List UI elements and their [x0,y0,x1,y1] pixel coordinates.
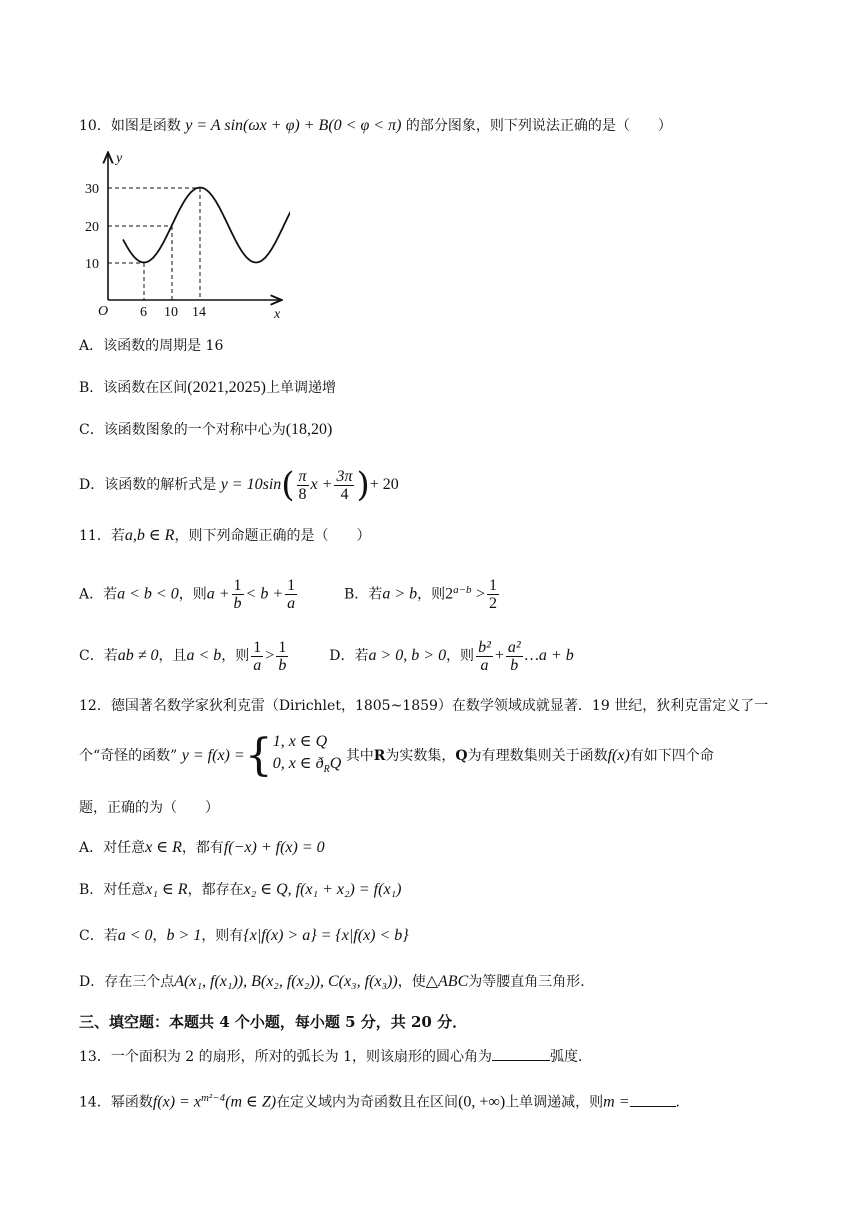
x-tick-6: 6 [140,305,147,320]
q13: 13．一个面积为 2 的扇形，所对的弧长为 1，则该扇形的圆心角为 弧度． [79,1046,592,1067]
q11-stem: 11．若a,b ∈ R，则下列命题正确的是（ ） [79,527,371,544]
q10-option-a: A．该函数的周期是 16 [79,338,224,354]
y-tick-30: 30 [85,182,99,197]
x-tick-14: 14 [192,305,206,320]
guide-lines [108,188,200,300]
q10-option-d: D．该函数的解析式是 y = 10sin( $\frac{\pi}{8}$ x + $\frac{3\pi}{4}$ )+ 20 [79,465,399,505]
q10-option-c: C．该函数图象的一个对称中心为(18,20) [79,421,333,438]
section-3-title: 三、填空题：本题共 4 个小题，每小题 5 分，共 20 分． [79,1013,468,1031]
q12-line3: 题，正确的为（ ） [79,800,219,816]
q12-option-a: A．对任意x ∈ R，都有f(−x) + f(x) = 0 [79,839,325,856]
y-tick-20: 20 [85,220,99,235]
q12-option-c: C．若a < 0，b > 1，则有{x|f(x) > a} = {x|f(x) < b} [79,927,409,944]
q10-stem: 10．如图是函数 y = A sin(ωx + φ) + B(0 < φ < π) 的部分图象，则下列说法正确的是（ ） [79,117,672,134]
q10-formula: y = A sin(ωx + φ) + B(0 < φ < π) [185,117,402,134]
q12-option-d: D．存在三个点A(x₁, f(x₁)), B(x₂, f(x₂)), C(x₃, f(x₃))，使△ABC为等腰直角三角形． [79,973,595,990]
sine-curve [123,188,290,263]
x-axis-label: x [274,307,281,322]
sine-graph [80,150,290,330]
x-tick-10: 10 [164,305,178,320]
q14: 14．幂函数$f(x) = x^{m^2-4}(m$ ∈ Z)在定义域内为奇函数且在区间(0, +∞)上单调递减，则m = ． [79,1092,690,1111]
q11-options-cd: C．若ab ≠ 0，且a < b，则 $\frac{1}{a}$ > $\frac{1}{b}$ D．若a > 0, b > 0，则 $\frac{\text{b²}}{a}$ + $\frac{\text{a²}}{b}$ …a + b [79,638,574,674]
y-tick-10: 10 [85,257,99,272]
y-axis-label: y [116,151,123,166]
q14-answer-blank [630,1092,676,1107]
q12-option-b: B．对任意x₁ ∈ R，都存在x₂ ∈ Q, f(x₁ + x₂) = f(x₁) [79,881,402,898]
q13-answer-blank [492,1046,550,1061]
q11-options-ab: A．若a < b < 0，则a + $\frac{1}{b}$ < b + $\frac{1}{a}$ B．若a > b，则$2^{a-b}$ > $\frac{1}{2}$ [79,577,498,613]
q10-option-b: B．该函数在区间(2021,2025)上单调递增 [79,379,336,396]
origin-label: O [98,304,109,319]
q12-line2: 个“奇怪的函数” y = f(x) ={ 1, x ∈ Q 0, x ∈ $ð_RQ$ 其中R为实数集，Q为有理数集则关于函数f(x)有如下四个命 [79,730,714,781]
q12-line1: 12．德国著名数学家狄利克雷（Dirichlet，1805~1859）在数学领域成就显著．19 世纪，狄利克雷定义了一 [79,698,769,714]
